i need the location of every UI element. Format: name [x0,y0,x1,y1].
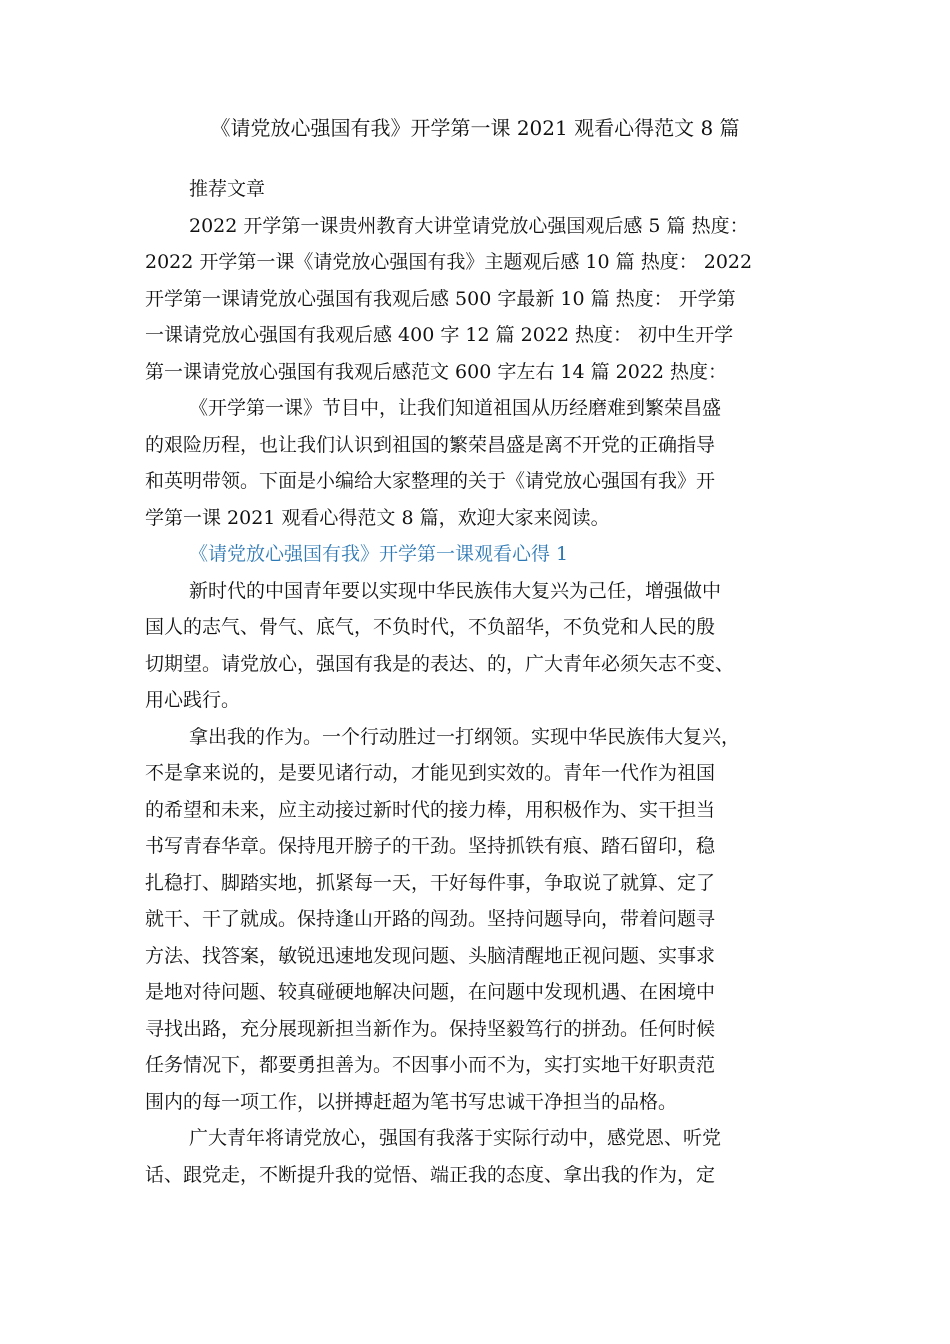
paragraph-line: 不是拿来说的，是要见诸行动，才能见到实效的。青年一代作为祖国 [145,762,716,784]
paragraph-line: 寻找出路，充分展现新担当新作为。保持坚毅笃行的拼劲。任何时候 [145,1017,716,1040]
intro-paragraph-line: 学第一课 2021 观看心得范文 8 篇，欢迎大家来阅读。 [145,506,610,529]
section-heading-1[interactable]: 《请党放心强国有我》开学第一课观看心得 1 [189,543,569,565]
intro-paragraph-line: 《开学第一课》节目中，让我们知道祖国从历经磨难到繁荣昌盛 [189,397,722,419]
paragraph-line: 任务情况下，都要勇担善为。不因事小而不为，实打实地干好职责范 [145,1054,716,1076]
paragraph-line: 广大青年将请党放心，强国有我落于实际行动中，感党恩、听党 [189,1127,722,1149]
paragraph-line: 话、跟党走，不断提升我的觉悟、端正我的态度、拿出我的作为，定 [145,1163,716,1186]
paragraph-line: 是地对待问题、较真碰硬地解决问题，在问题中发现机遇、在困境中 [145,981,716,1003]
paragraph-line: 方法、找答案，敏锐迅速地发现问题、头脑清醒地正视问题、实事求 [145,944,716,967]
paragraph-line: 围内的每一项工作，以拼搏赶超为笔书写忠诚干净担当的品格。 [145,1090,678,1113]
recommended-line-3[interactable]: 开学第一课请党放心强国有我观后感 500 字最新 10 篇 热度： 开学第 [145,287,736,310]
recommended-line-5[interactable]: 第一课请党放心强国有我观后感范文 600 字左右 14 篇 2022 热度： [145,360,728,383]
paragraph-line: 国人的志气、骨气、底气，不负时代，不负韶华，不负党和人民的殷 [145,616,716,638]
recommended-articles-label: 推荐文章 [189,178,266,200]
paragraph-line: 的希望和未来，应主动接过新时代的接力棒，用积极作为、实干担当 [145,798,716,821]
document-body [145,171,805,1193]
intro-paragraph-line: 和英明带领。下面是小编给大家整理的关于《请党放心强国有我》开 [145,470,716,492]
paragraph-line: 切期望。请党放心，强国有我是的表达、的，广大青年必须矢志不变、 [145,652,735,675]
paragraph-line: 拿出我的作为。一个行动胜过一打纲领。实现中华民族伟大复兴， [189,725,741,748]
paragraph-line: 用心践行。 [145,689,241,711]
recommended-line-1[interactable]: 2022 开学第一课贵州教育大讲堂请党放心强国观后感 5 篇 热度： [189,214,749,237]
paragraph-line: 书写青春华章。保持甩开膀子的干劲。坚持抓铁有痕、踏石留印，稳 [145,835,716,857]
document-title: 《请党放心强国有我》开学第一课 2021 观看心得范文 8 篇 [210,116,740,140]
paragraph-line: 就干、干了就成。保持逢山开路的闯劲。坚持问题导向，带着问题寻 [145,908,716,930]
paragraph-line: 新时代的中国青年要以实现中华民族伟大复兴为己任，增强做中 [189,579,722,602]
intro-paragraph-line: 的艰险历程，也让我们认识到祖国的繁荣昌盛是离不开党的正确指导 [145,433,716,456]
recommended-line-2[interactable]: 2022 开学第一课《请党放心强国有我》主题观后感 10 篇 热度： 2022 [145,251,753,273]
paragraph-line: 扎稳打、脚踏实地，抓紧每一天，干好每件事，争取说了就算、定了 [145,871,716,894]
recommended-line-4[interactable]: 一课请党放心强国有我观后感 400 字 12 篇 2022 热度： 初中生开学 [145,324,734,346]
